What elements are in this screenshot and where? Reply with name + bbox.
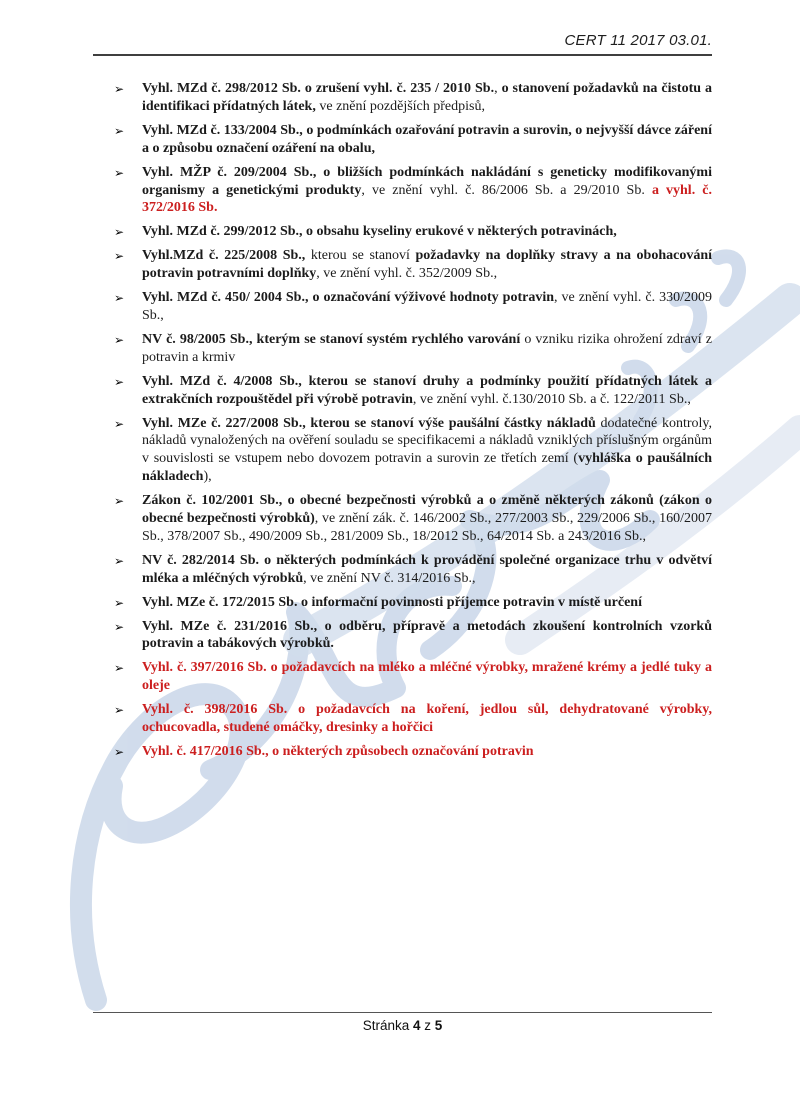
list-item-text [142, 744, 534, 759]
list-item-text [142, 374, 712, 407]
list-item-text [142, 248, 712, 281]
text-segment: Vyhl. MZd č. 4/2008 Sb., kterou se stanoví druhy a podmínky použití přídatných látek a extrakčních rozpouštědel při výrobě potravin [142, 373, 712, 407]
list-item [90, 618, 712, 654]
text-segment: dodatečné kontroly, nákladů vynaložených na ověření souladu se specifikacemi a nákladů vzniklých příslušným orgánům v souvislosti se vstupem nebo dovozem potravin a surovin ze třetích zemí ( [142, 415, 712, 467]
text-segment: Vyhl. MZe č. 231/2016 Sb., o odběru, přípravě a metodách zkoušení kontrolních vzorků potravin a tabákových výrobků. [142, 618, 712, 652]
list-item [90, 701, 712, 737]
list-item [90, 122, 712, 158]
text-segment: Vyhl. MŽP č. 209/2004 Sb., o bližších podmínkách nakládání s geneticky modifikovanými organismy a genetickými produkty [142, 164, 712, 198]
arrow-bullet-icon: ➢ [114, 123, 125, 138]
list-item [90, 743, 712, 761]
text-segment: Vyhl. MZd č. 450/ 2004 Sb., o označování výživové hodnoty potravin [142, 290, 554, 306]
list-item [90, 247, 712, 283]
list-item [90, 331, 712, 367]
list-item-text [142, 165, 712, 216]
text-segment: Vyhl. č. 398/2016 Sb. o požadavcích na koření, jedlou sůl, dehydratované výrobky, ochucovadla, studené omáčky, dresinky a hořčici [142, 702, 712, 736]
text-segment: , ve znění NV č. 314/2016 Sb., [303, 570, 476, 586]
text-segment: 4 [412, 1018, 421, 1033]
text-segment: o stanovení požadavků na čistotu a identifikaci přídatných látek, [142, 81, 713, 114]
list-item [90, 373, 712, 409]
list-item-text [142, 416, 712, 485]
list-item [90, 164, 712, 218]
text-segment: Stránka [362, 1018, 413, 1033]
arrow-bullet-icon: ➢ [114, 595, 125, 610]
text-segment: ), [203, 469, 212, 485]
text-segment: ve znění pozdějších předpisů, [319, 98, 485, 114]
text-segment: vyhláška o paušálních nákladech [142, 451, 712, 485]
arrow-bullet-icon: ➢ [114, 494, 125, 509]
list-item-text [142, 224, 617, 239]
text-segment: Zákon č. 102/2001 Sb., o obecné bezpečnosti výrobků a o změně některých zákonů (zákon o obecné bezpečnosti výrobků) [142, 493, 712, 527]
text-segment: , ve znění vyhl. č. 330/2009 Sb., [142, 290, 712, 323]
text-segment: z [420, 1018, 435, 1033]
list-item-text [142, 660, 712, 693]
text-segment: Vyhl. č. 417/2016 Sb., o některých způsobech označování potravin [142, 744, 534, 759]
list-item [90, 289, 712, 325]
text-segment: kterou se stanoví [310, 248, 416, 264]
list-item-text [142, 123, 712, 156]
text-segment: , ve znění zák. č. 146/2002 Sb., 277/2003 Sb., 229/2006 Sb., 160/2007 Sb., 378/2007 Sb., 490/2009 Sb., 281/2009 Sb., 18/2012 Sb., 64/2014 Sb. a 243/2016 Sb., [142, 511, 712, 544]
arrow-bullet-icon: ➢ [114, 82, 125, 96]
text-segment: Vyhl. MZd č. 298/2012 Sb. o zrušení vyhl. č. 235 / 2010 Sb. [142, 81, 495, 96]
arrow-bullet-icon: ➢ [114, 703, 125, 718]
text-segment: a vyhl. č. 372/2016 Sb. [142, 182, 713, 216]
text-segment: 5 [434, 1018, 443, 1033]
text-segment: , ve znění vyhl. č.130/2010 Sb. a č. 122/2011 Sb., [412, 391, 691, 407]
text-segment: Vyhl.MZd č. 225/2008 Sb., [142, 248, 311, 264]
arrow-bullet-icon: ➢ [114, 291, 125, 306]
list-item [90, 223, 712, 241]
list-item [90, 594, 712, 612]
text-segment: NV č. 98/2005 Sb., kterým se stanoví systém rychlého varování [142, 331, 525, 347]
page-footer [93, 1012, 712, 1033]
arrow-bullet-icon: ➢ [114, 225, 125, 240]
text-segment: , [494, 81, 502, 96]
list-item-text [142, 493, 712, 544]
text-segment: , ve znění vyhl. č. 86/2006 Sb. a 29/2010 Sb. [361, 182, 652, 198]
list-item [90, 415, 712, 487]
arrow-bullet-icon: ➢ [114, 332, 125, 347]
text-segment: o vzniku rizika ohrožení zdraví z potravin a krmiv [142, 331, 712, 365]
text-segment: Vyhl. MZd č. 299/2012 Sb., o obsahu kyseliny erukové v některých potravinách, [142, 224, 617, 240]
arrow-bullet-icon: ➢ [114, 745, 125, 759]
text-segment: NV č. 282/2014 Sb. o některých podmínkách k provádění společné organizace trhu v odvětví mléka a mléčných výrobků [142, 552, 712, 586]
arrow-bullet-icon: ➢ [114, 165, 125, 180]
text-segment: Vyhl. MZd č. 133/2004 Sb., o podmínkách ozařování potravin a surovin, o nejvyšší dávce záření a o způsobu označení ozáření na obalu, [142, 122, 712, 156]
list-item [90, 80, 712, 116]
arrow-bullet-icon: ➢ [114, 374, 125, 389]
list-item-text [142, 702, 712, 735]
page-number [363, 1018, 443, 1033]
page-content [90, 80, 712, 783]
header-doc-code: CERT 11 2017 03.01. [564, 32, 712, 49]
list-item-text [142, 595, 642, 610]
arrow-bullet-icon: ➢ [114, 249, 125, 264]
text-segment: , ve znění vyhl. č. 352/2009 Sb., [316, 266, 498, 282]
text-segment: požadavky na doplňky stravy a na obohacování potravin potravními doplňky [142, 248, 713, 282]
page-header [93, 32, 712, 56]
list-item-text [142, 290, 712, 323]
arrow-bullet-icon: ➢ [114, 661, 125, 676]
list-item [90, 492, 712, 546]
list-item [90, 659, 712, 695]
text-segment: Vyhl. MZe č. 227/2008 Sb., kterou se stanoví výše paušální částky nákladů [142, 415, 601, 431]
arrow-bullet-icon: ➢ [114, 553, 125, 568]
list-item-text [142, 553, 712, 586]
arrow-bullet-icon: ➢ [114, 619, 125, 634]
list-item-text [142, 81, 712, 114]
regulation-list [90, 80, 712, 761]
list-item [90, 552, 712, 588]
arrow-bullet-icon: ➢ [114, 416, 125, 431]
list-item-text [142, 619, 712, 652]
text-segment: Vyhl. MZe č. 172/2015 Sb. o informační povinnosti příjemce potravin v místě určení [142, 594, 642, 610]
text-segment: Vyhl. č. 397/2016 Sb. o požadavcích na mléko a mléčné výrobky, mražené krémy a jedlé tuky a oleje [142, 660, 712, 694]
list-item-text [142, 332, 712, 365]
